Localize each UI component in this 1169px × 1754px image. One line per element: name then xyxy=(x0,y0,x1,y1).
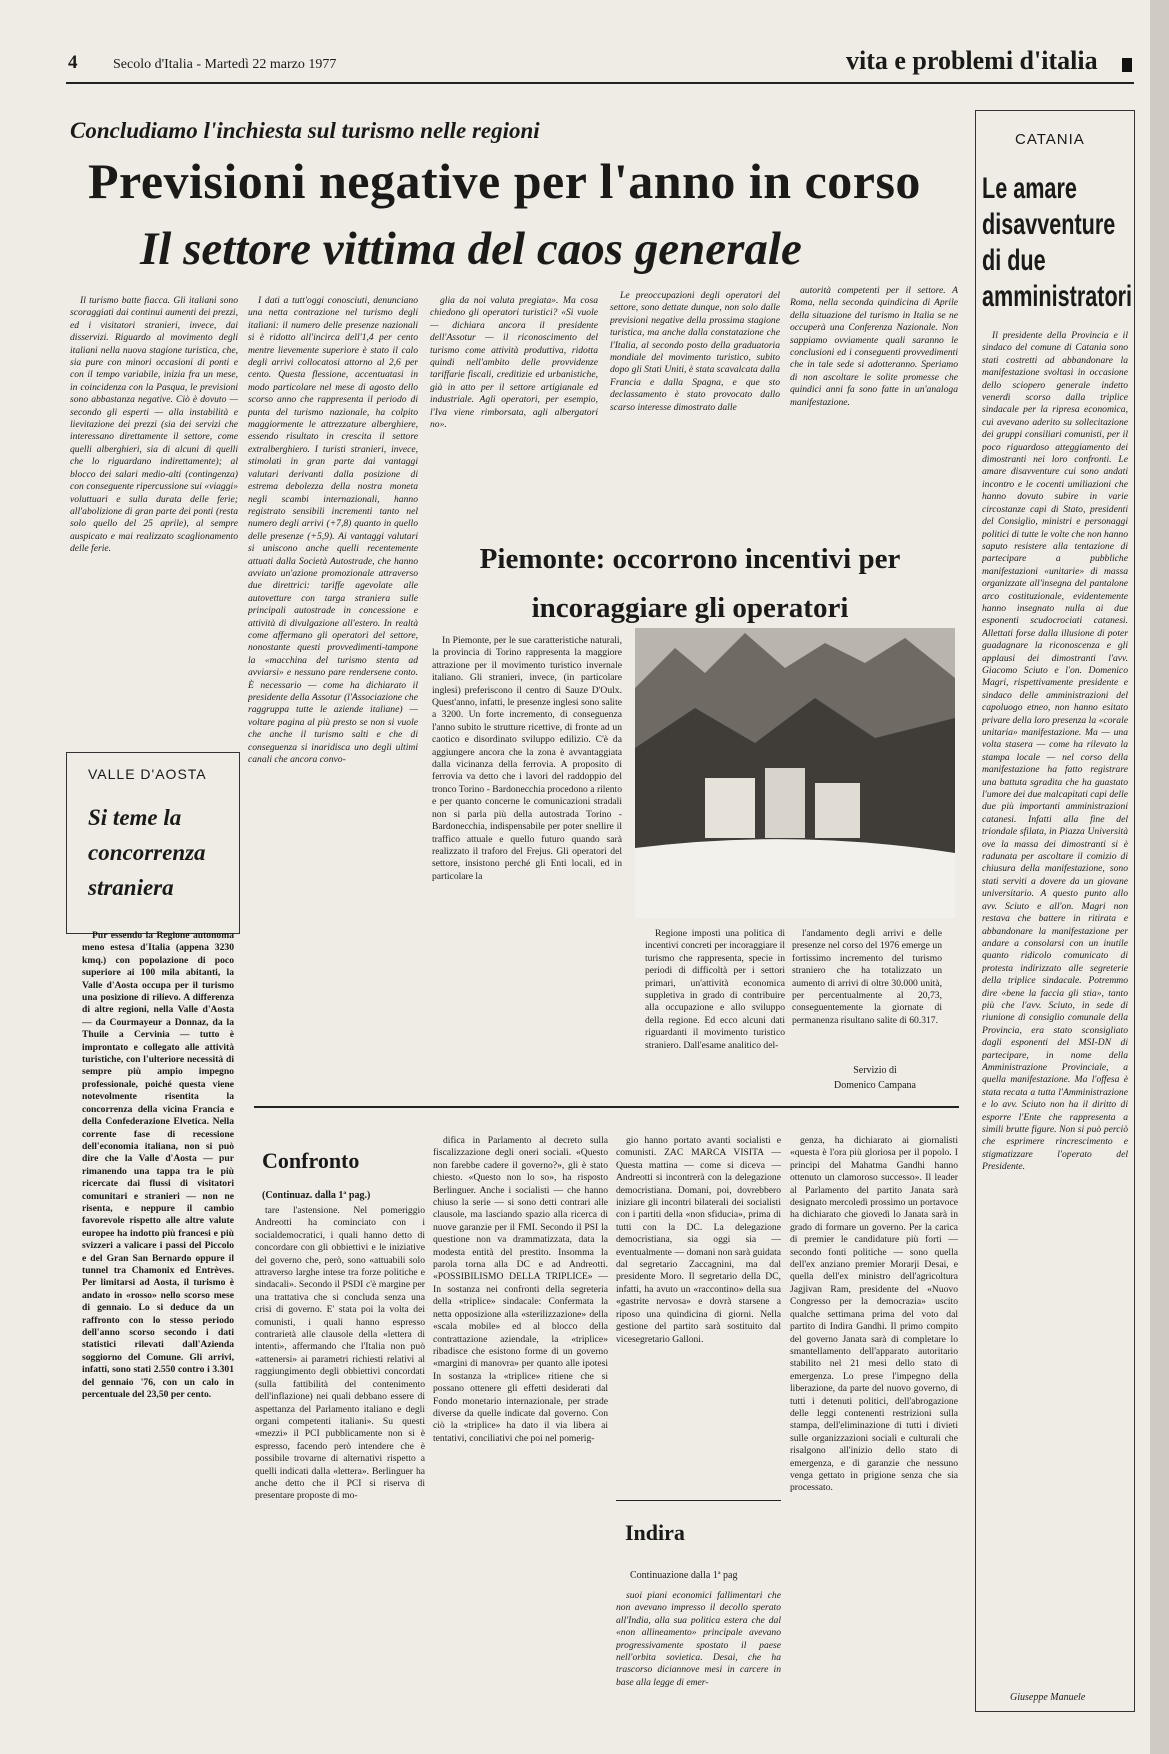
confronto-text-4: genza, ha dichiarato ai giornalisti «questa è l'ora più gloriosa per il popolo. I principi del Mahatma Gandhi hanno ottenuto un clamoroso successo». Il leader al Parlamento del partito Janata sarà designato mercoledì prossimo un portavoce ha dichiarato che giovedì lo Janata sarà in grado di formare un governo. Per la carica di premier le candidature più forti — secondo fonti politiche — sono quella dell'ex anziano premier Morarji Desai, e quella dell'ex ministro dell'agricoltura Jagjivan Ram, presidente del «Nuovo Congresso per la democrazia» uscito qualche settimana prima del voto dal partito di Indira Gandhi. Il primo compito del governo Janata sarà di completare lo smantellamento dell'apparato autoritario stabilito nel 21 mesi dello stato di emergenza. Lo prese l'impegno della liberazione, da parte del nuovo governo, di tutti i detenuti politici, dell'abrogazione delle leggi contenenti restrizioni sulla stampa, dell'eliminazione di tutti i divieti sulle organizzazioni sociali e culturali che risalgono all'inizio dello stato di emergenza, e di garanzie che nessuno venga gettato in prigione senza che sia processato. xyxy=(790,1135,958,1494)
catania-text: Il presidente della Provincia e il sindaco del comune di Catania sono stati costretti ad abbandonare la manifestazione svoltasi in occasione dello sciopero generale indetto venerdì scorso dalla triplice sindacale per la ripresa economica, cui avevano aderito su sollecitazione dei gruppi consiliari comunisti, per il poco riguardoso atteggiamento dei dimostranti nei loro confronti. Le amare disavventure cui sono andati incontro e le cocenti umiliazioni che hanno dovuto subire in varie circostanze capi di Stato, presidenti del Consiglio, ministri e personaggi politici di tutte le volte che non hanno saputo resistere alla tentazione di partecipare a pubbliche manifestazioni «unitarie» di massa organizzate all'insegna del pantalone arco costituzionale, evidentemente hanno insegnato nulla ai due esponenti scudocrociati catanesi. Allettati forse dalla illusione di poter guadagnare la riconoscenza e gli applausi dei dimostranti l'avv. Giacomo Sciuto e l'on. Domenico Magri, rispettivamente presidente e sindaco delle amministrazioni del capoluogo etneo, non hanno esitato privare della loro presenza la «corale unitaria» manifestazione. Ma — una volta stasera — come ha rilevato la stampa locale — nel corso della manifestazione ha fatto registrare una battuta sgradita che ha guastato l'umore dei due malcapitati capi delle due più importanti amministrazioni catanesi. Infatti alla fine del triondale sfilata, in Piazza Università ove la massa dei dimostranti si è radunata per ascoltare il comizio di chiusura della manifestazione, sono stati serviti a dovere da un giovane universitario. A questo punto allo avv. Sciuto e all'on. Magri non restava che battere in ritirata e abbandonare la manifestazione per andare a consolarsi con un inutile quanto ridicolo comunicato di protesta indirizzato alle segreterie della triplice sindacale. Potremmo dire «bene la faccia gli stia», tanto più che l'avv. Sciuto, in sede di riunione di consiglio comunale della Provincia, era stato sconsigliato dagli esponenti del MSI-DN di partecipare, in nome della Amministrazione Provinciale, a quella manifestazione. Ma l'offesa è stata recata a tutta l'Amministrazione e lo avv. Sciuto non ha il diritto di esporre l'Ente che rappresenta a simili brutte figure. Non si può perciò che esprimere rincrescimento e stigmatizzare l'operato del Presidente. xyxy=(982,330,1128,1173)
confronto-column-1 xyxy=(255,1205,425,1710)
section-title: vita e problemi d'italia xyxy=(846,46,1098,75)
confronto-column-2 xyxy=(433,1135,608,1710)
main-text-5: autorità competenti per il settore. A Roma, nella seconda quindicina di Aprile della situazione del turismo in Italia se ne occuperà una Conferenza Nazionale. Non sappiamo ovviamente quali saranno le conclusioni ed i conseguenti provvedimenti che in tale sede si adotteranno. Speriamo di non ascoltare le solite promesse che quindici anni fa sono fatte in un'analoga manifestazione. xyxy=(790,285,958,408)
article-kicker: Concludiamo l'inchiesta sul turismo nelle regioni xyxy=(70,118,540,143)
confronto-text-2: difica in Parlamento al decreto sulla fiscalizzazione degli oneri sociali. «Questo non farebbe cadere il governo?», gli è stato chiesto. «Questo non lo so», ha risposto Berlinguer. Anche i socialisti — che hanno chiuso la serie — si sono detti contrari alle clausole, ma lasciando spazio alla ricerca di nuove garanzie per il FMI. Secondo il PSI la questione non va drammatizzata, data la modesta entità del prestito. Insomma la parola torna alla DC e ad Andreotti. «POSSIBILISMO DELLA TRIPLICE» — In sostanza nei confronti della segreteria della «triplice» sindacale: Confermata la netta opposizione alla «sterilizzazione» della «scala mobile» ed al blocco della contrattazione aziendale, la «triplice» ribadisce che esistono forme di un governo «margini di manovra» per quanto alle ipotesi In sostanza la «triplice» ritiene che si possano ottenere gli effetti desiderati dal Fondo monetario internazionale, per strade diverse da quelle indicate dal governo. Con ciò la «triplice» ha dato il via libera ai tentativi, conciliativi che poi nel pomerig- xyxy=(433,1135,608,1444)
main-text-4: Le preoccupazioni degli operatori del settore, sono dettate dunque, non solo dalle previsioni negative della prossima stagione turistica, ma anche dalla constatazione che l'Italia, al secondo posto della graduatoria mondiale del movimento turistico, subito dopo gli Stati Uniti, è stata scavalcata dalla Francia e dalla Spagna, e que sto declassamento è stato provocato dallo scarso interesse dimostrato dalle xyxy=(610,290,780,413)
photo-building-2 xyxy=(765,768,805,838)
piemonte-headline: Piemonte: occorrono incentivi per incoraggiare gli operatori xyxy=(479,543,901,624)
confronto-column-4 xyxy=(790,1135,958,1710)
confronto-column-3 xyxy=(616,1135,781,1480)
main-column-4 xyxy=(610,290,780,526)
piemonte-text-3: l'andamento degli arrivi e delle presenze nel corso del 1976 emerge un fortissimo incremento del turismo straniero che ha totalizzato un aumento di arrivi di oltre 30.000 unità, per percentualmente al 20,73, conseguentemente la giornate di permanenza risultano salite di 60.317. xyxy=(792,928,942,1026)
masthead-date: Secolo d'Italia - Martedì 22 marzo 1977 xyxy=(113,57,337,72)
mountain-photo xyxy=(635,628,955,918)
main-column-2 xyxy=(248,295,418,1175)
piemonte-bottom-rule xyxy=(254,1106,959,1108)
piemonte-column-2 xyxy=(645,928,785,1056)
article-headline: Previsioni negative per l'anno in corso xyxy=(88,153,921,209)
main-column-5 xyxy=(790,285,958,521)
main-text-1: Il turismo batte fiacca. Gli italiani sono scoraggiati dai continui aumenti dei prezzi, ed i visitatori stranieri, invece, dai disservizi. Riguardo al movimento degli italiani nella nuova stagione turistica, che, sia pure con minori occasioni di ponti e con il tempo variabile, inizia fra un mese, in coincidenza con la Pasqua, le previsioni sono abbastanza negative. Ciò è dovuto — secondo gli esperti — alla instabilità e lievitazione dei prezzi (sia dei servizi che interessano direttamente il settore, come quelli alberghieri, sia di alcuni di quelli che lo riguardano indirettamente); al blocco dei salari medio-alti (contingenza) con conseguente ripercussione sui «viaggi» voluttuari e sulla durata delle ferie; all'abolizione di gran parte dei ponti (resta solo quello del 25 aprile), al sempre auspicato e mai realizzato scaglionamento delle ferie. xyxy=(70,295,238,555)
credit-name: Domenico Campana xyxy=(834,1080,916,1091)
catania-signoff: Giuseppe Manuele xyxy=(1010,1692,1086,1703)
photo-building-3 xyxy=(815,783,860,838)
main-column-1 xyxy=(70,295,238,735)
catania-label: CATANIA xyxy=(1015,131,1085,148)
indira-text: suoi piani economici fallimentari che non avevano impresso il decollo sperato all'India, alla sua politica estera che dal «non allineamento» principale avevano progressivamente spostato il paese nell'orbita sovietica. Desai, che ha trascorso diciannove mesi in carcere in base alla legge di emer- xyxy=(616,1590,781,1688)
page-spine xyxy=(1150,0,1169,1754)
indira-column xyxy=(616,1590,781,1710)
confronto-text-3: gio hanno portato avanti socialisti e comunisti. ZAC MARCA VISITA — Questa mattina — come si diceva — Andreotti si incontrerà con la delegazione democristiana. Domani, poi, dovrebbero iniziare gli incontri bilaterali dei socialisti con i partiti della «non sfiducia», prima di tutti con la DC. La delegazione democristiana, sia oggi sia — eventualmente — domani non sarà guidata dal segretario Zaccagnini, ma dal presidente Moro. Il segretario della DC, infatti, ha avuto un «raccontino» della sua «gastrite nervosa» e dovrà starsene a riposo una quindicina di giorni. Nella gestione del partito sarà sostituito dal vicesegretario Galloni. xyxy=(616,1135,781,1345)
page-number: 4 xyxy=(68,52,78,73)
catania-headline: Le amare disavventure di due amministratori xyxy=(982,172,1133,313)
photo-building-1 xyxy=(705,778,755,838)
valle-daosta-text: Pur essendo la Regione autonoma meno estesa d'Italia (appena 3230 kmq.) con popolazione di poco superiore ai 100 mila abitanti, la Valle d'Aosta occupa per il turismo una posizione di rilievo. A differenza di altre regioni, nella Valle d'Aosta — da Courmayeur a Donnaz, da la Thuile a Cervinia — tutto è improntato e collegato alle attività turistiche, con l'ulteriore necessità di sempre più ampio impegno professionale, poiché questa viene notevolmente risentita la concorrenza della vicina Francia e della Confederazione Elvetica. Nella corrente fase di recessione dell'economia italiana, non si può dire che la Valle d'Aosta — pur rimanendo una tappa tra le più ricercate dai flussi di visitatori comunitari e stranieri — non ne risenta, e neppure il cambio favorevole rispetto alle altre valute europee ha indotto più francesi e più svizzeri a valicare i passi del Piccolo e del Gran San Bernardo oppure il tunnel tra Chamonix ed Entrèves. Per limitarsi ad Aosta, il turismo è andato in «rosso» nello scorso mese di gennaio. Lo si deduce da un raffronto con lo stesso periodo dell'anno scorso secondo i dati statistici rilevati dall'Azienda soggiorno del Comune. Gli arrivi, infatti, sono stati 2.550 contro i 3.301 del gennaio '76, con un calo in percentuale del 23,50 per cento. xyxy=(82,930,234,1401)
main-text-3: glia da noi valuta pregiata». Ma cosa chiedono gli operatori turistici? «Si vuole — dichiara ancora il presidente dell'Assotur — il riconoscimento del turismo come attività produttiva, ridotta quindi nell'ambito delle provvidenze tariffarie fiscali, creditizie ed urbanistiche, già in atto per il settore artigianale ed industriale. Agli operatori, per esempio, l'Iva viene rimborsata, agli albergatori no». xyxy=(430,295,598,431)
confronto-text-1: tare l'astensione. Nel pomeriggio Andreotti ha cominciato con i socialdemocratici, i quali hanno detto di concordare con gli obbiettivi e le iniziative del governo che, però, sono «attuabili solo attraverso larghe intese tra forze politiche e sindacali». Secondo il PSDI c'è margine per una trattativa che si concluda senza una crisi di governo. E' stata poi la volta dei comunisti, i quali hanno espresso contrarietà alle clausole della «lettera di intenti», affermando che l'Italia non può «attenersi» ai parametri richiesti relativi al raggiungimento degli obbiettivi concordati (sulla fattibilità del contenimento dell'inflazione) nei quali debbano essere di aspettanza del Parlamento italiano e degli organi competenti italiani». Su questi «mezzi» il PCI pubblicamente non si è espresso, facendo però intendere che è possibile trovarne di alternativi rispetto a quelli indicati dalla «lettera». Berlinguer ha anche detto che il PCI si riserva di presentare proposte di mo- xyxy=(255,1205,425,1502)
credit-label: Servizio di xyxy=(853,1065,897,1076)
valle-daosta-headline: Si teme la concorrenza straniera xyxy=(88,805,206,900)
main-column-3 xyxy=(430,295,598,531)
piemonte-column-3 xyxy=(792,928,942,1056)
indira-continued: Continuazione dalla 1ª pag xyxy=(630,1570,738,1581)
piemonte-text-1: In Piemonte, per le sue caratteristiche naturali, la provincia di Torino rappresenta la maggiore attrazione per il movimento turistico invernale italiano. Gli stranieri, invece, (in particolare inglesi) preferiscono il centro di Sauze D'Oulx. Quest'anno, infatti, le presenze inglesi sono salite a 3200. Un forte incremento, di conseguenza l'anno subito le strutture ricettive, di fronte ad un caotico e disordinato sviluppo edilizio. C'è da aggiungere ancora che la zona è avvantaggiata dalla vicinanza della ferrovia. A proposito di ferrovia va detto che i lavori del raddoppio del tronco Torino - Bardonecchia procedono a rilento e per quanto concerne le comunicazioni stradali non si parla più della autostrada Torino - Bardonecchia, indispensabile per poter snellire il traffico attuale e quello futuro quando sarà realizzato il traforo del Frejus. Gli operatori del settore, insistono perché gli Enti locali, ed in particolare la xyxy=(432,635,622,882)
header-rule xyxy=(66,82,1134,84)
catania-column xyxy=(982,330,1128,1670)
article-subheadline: Il settore vittima del caos generale xyxy=(140,223,802,275)
main-text-2: I dati a tutt'oggi conosciuti, denunciano una netta contrazione nel turismo degli italiani: il numero delle presenze nazionali si è ridotto all'incirca dell'1,4 per cento mentre lievemente superiore è stato il calo degli arrivi collocatosi attorno al 2,6 per cento. Questa flessione, accentuatasi in modo particolare nel mese di agosto dello scorso anno che rappresenta il periodo di punta del turismo nazionale, ha colpito maggiormente le attrezzature alberghiere, essendo risultato in crescita il settore extralberghiero. I turisti stranieri, invece, stimolati in gran parte dai vantaggi valutari derivanti dalla posizione di estrema debolezza della nostra moneta negli scambi internazionali, hanno registrato sensibili incrementi tanto nel numero degli arrivi (+7,8) quanto in quello delle presenze (+5,9). Ai vantaggi valutari si uniscono anche quelli recentemente attuati dalla Società Autostrade, che hanno avviato un'azione promozionale attraverso due direttrici: tariffe agevolate alle autovetture con targa straniera sulle principali autostrade in concessione e attività di divulgazione all'estero. In realtà come affermano gli operatori del settore, nonostante questi provvedimenti-tampone la «macchina del turismo stenta ad avviarsi» e nessuno pare rendersene conto. È necessario — come ha dichiarato il presidente della Assotur (l'Associazione che raggruppa tutte le aziende italiane) — voltare pagina al più presto se non si vuole che anche il turismo salti e che di conseguenza si inaridisca uno degli ultimi canali che ancora convo- xyxy=(248,295,418,766)
piemonte-column-1 xyxy=(432,635,622,1175)
confronto-continued: (Continuaz. dalla 1ª pag.) xyxy=(262,1190,371,1201)
indira-headline: Indira xyxy=(625,1520,685,1545)
piemonte-text-2: Regione imposti una politica di incentivi concreti per incoraggiare il turismo che rappresenta, specie in periodi di difficoltà per i settori primari, un'attività economica suppletiva in grado di contribuire alla occupazione e allo sviluppo della regione. Ed ecco alcuni dati riguardanti il movimento turistico straniero. Dall'esame analitico del- xyxy=(645,928,785,1051)
valle-daosta-label: VALLE D'AOSTA xyxy=(88,766,207,782)
valle-daosta-column xyxy=(82,930,234,1695)
confronto-headline: Confronto xyxy=(262,1148,360,1173)
indira-top-rule xyxy=(616,1500,781,1501)
photo-snowfield xyxy=(635,839,955,918)
section-bullet-icon xyxy=(1122,58,1132,72)
